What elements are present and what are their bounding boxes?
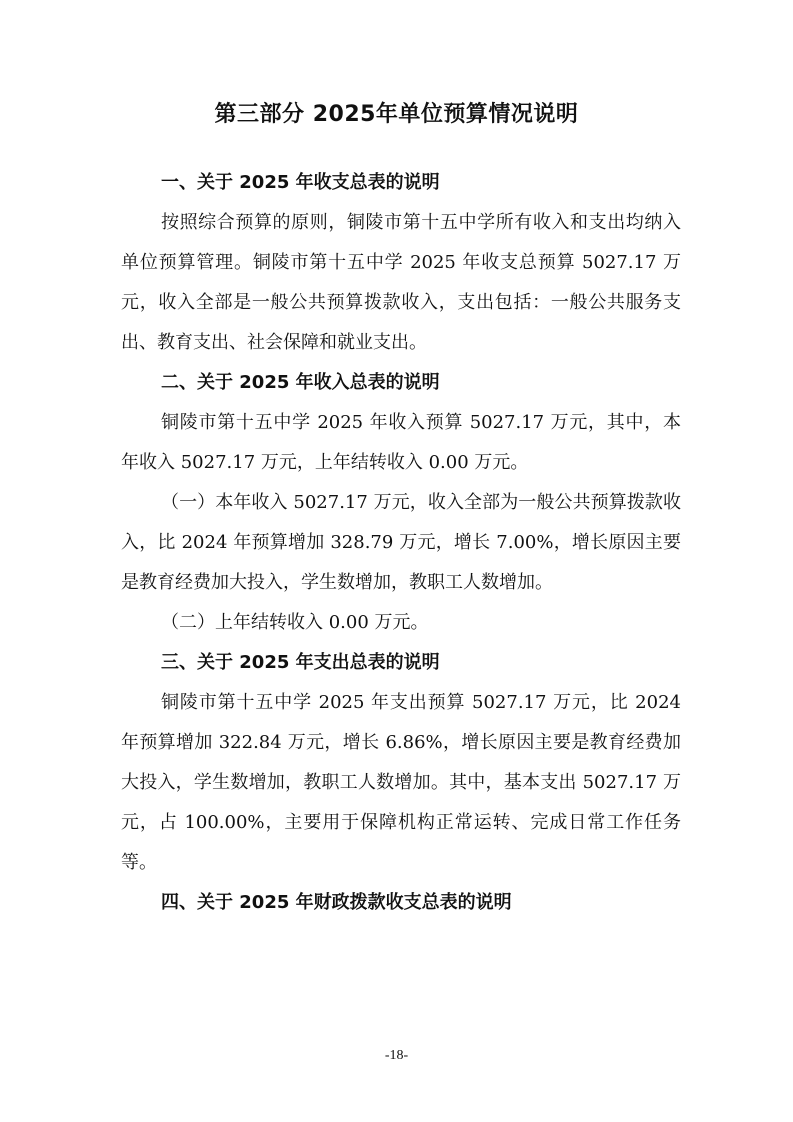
paragraph: （一）本年收入 5027.17 万元，收入全部为一般公共预算拨款收入，比 2024 年预算增加 328.79 万元，增长 7.00%，增长原因主要是教育经费加大投入，学生数增加，教职工人数增加。 [121,492,681,593]
paragraph: 铜陵市第十五中学 2025 年支出预算 5027.17 万元，比 2024 年预算增加 322.84 万元，增长 6.86%，增长原因主要是教育经费加大投入，学生数增加，教职工人数增加。其中，基本支出 5027.17 万元，占 100.00%，主要用于保障机构正常运转、完成日常工作任务等。 [121,692,681,873]
section-heading: 二、关于 2025 年收入总表的说明 [161,372,440,393]
document-body [121,163,681,923]
paragraph: 铜陵市第十五中学 2025 年收入预算 5027.17 万元，其中，本年收入 5027.17 万元，上年结转收入 0.00 万元。 [121,412,681,473]
section-heading: 三、关于 2025 年支出总表的说明 [161,652,440,673]
page-title: 第三部分 2025年单位预算情况说明 [214,102,579,127]
section-2 [121,363,681,643]
section-heading: 四、关于 2025 年财政拨款收支总表的说明 [161,892,512,913]
paragraph: （二）上年结转收入 0.00 万元。 [161,612,429,633]
section-heading: 一、关于 2025 年收支总表的说明 [161,172,440,193]
section-1 [121,163,681,363]
page-number: -18- [384,1048,409,1063]
paragraph: 按照综合预算的原则，铜陵市第十五中学所有收入和支出均纳入单位预算管理。铜陵市第十五中学 2025 年收支总预算 5027.17 万元，收入全部是一般公共预算拨款收入，支出包括：一般公共服务支出、教育支出、社会保障和就业支出。 [121,212,681,353]
section-3 [121,643,681,883]
section-4 [121,883,681,923]
